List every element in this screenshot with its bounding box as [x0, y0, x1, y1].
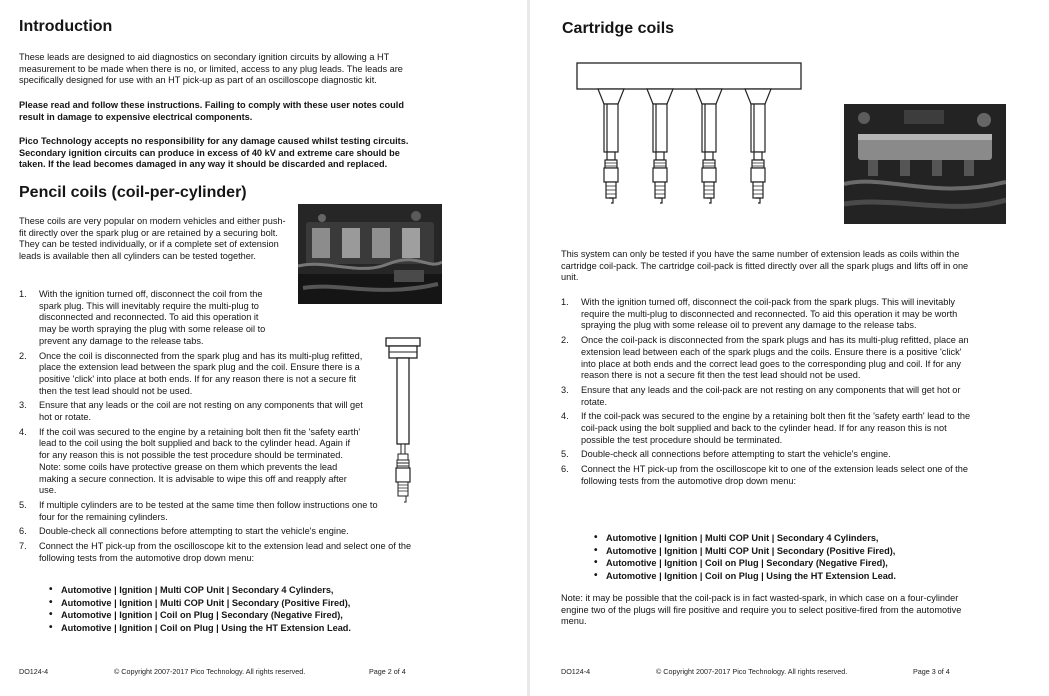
cartridge-coil-steps: [561, 297, 971, 491]
cartridge-coils-heading: Cartridge coils: [562, 20, 675, 37]
footer-page-number: Page 3 of 4: [913, 667, 950, 676]
list-item: 1. With the ignition turned off, disconnect the coil from the spark plug. This will inevitably require the multi-plug to disconnected and reconnected. To aid this operation it may be worth spraying the plug with some release oil to prevent any damage to the release tabs.: [19, 289, 266, 346]
warning-paragraph: Please read and follow these instructions. Failing to comply with these user notes could result in damage to expensive electrical components.: [19, 100, 404, 122]
list-item: 4. If the coil was secured to the engine by a retaining bolt then fit the 'safety earth' lead to the coil using the bolt supplied and back to the cylinder head. Again if for any reason this is not possible the test procedure should be terminated. Note: some coils have protective grease on them which prevents the lead making a secure connection. It is advisable to wipe this off and reapply after use.: [19, 426, 361, 496]
list-item: 7. Connect the HT pick-up from the oscilloscope kit to the extension lead and select one of the following tests from the automotive drop down menu:: [19, 541, 412, 563]
menu-path-item: • Automotive | Ignition | Coil on Plug | Secondary (Negative Fired),: [47, 609, 427, 622]
introduction-heading: Introduction: [19, 18, 113, 35]
page-3: [530, 0, 1049, 696]
menu-path-item: • Automotive | Ignition | Multi COP Unit | Secondary (Positive Fired),: [47, 597, 427, 610]
list-item: 3. Ensure that any leads or the coil are not resting on any components that will get hot or rotate.: [19, 400, 363, 423]
menu-path-item: • Automotive | Ignition | Coil on Plug | Using the HT Extension Lead.: [592, 570, 972, 583]
menu-path-item: • Automotive | Ignition | Coil on Plug | Secondary (Negative Fired),: [592, 557, 972, 570]
footer-doc-code: DO124-4: [561, 667, 591, 676]
cartridge-intro: This system can only be tested if you have the same number of extension leads as coils within the cartridge coil-pack. The cartridge coil-pack is fitted directly over all the spark plugs and lifts off in one unit.: [561, 249, 969, 283]
list-item: 6. Double-check all connections before attempting to start the vehicle's engine.: [19, 526, 349, 537]
pencil-coils-heading: Pencil coils (coil-per-cylinder): [19, 184, 247, 201]
disclaimer-paragraph: Pico Technology accepts no responsibility for any damage caused whilst testing circuits. Secondary ignition circuits can produce in excess of 40 kV and extreme care should be taken. If the lead becomes damaged in any way it should be discarded and replaced.: [19, 136, 409, 170]
footer-copyright: © Copyright 2007-2017 Pico Technology. All rights reserved.: [114, 667, 306, 676]
menu-path-item: • Automotive | Ignition | Multi COP Unit | Secondary (Positive Fired),: [592, 545, 972, 558]
list-item: 3. Ensure that any leads and the coil-pack are not resting on any components that will get hot or rotate.: [561, 384, 961, 407]
list-item: 6. Connect the HT pick-up from the oscilloscope kit to one of the extension leads select one of the following tests from the automotive drop down menu:: [561, 464, 968, 486]
list-item: 5. Double-check all connections before attempting to start the vehicle's engine.: [561, 449, 891, 460]
list-item: 4. If the coil-pack was secured to the engine by a retaining bolt then fit the 'safety earth' lead to the coil-pack using the bolt supplied and back to the cylinder head. If for any reason this is not possible the test procedure should be terminated.: [561, 411, 971, 445]
cartridge-coil-engine-photo: [844, 104, 1006, 224]
pencil-coils-intro: These coils are very popular on modern vehicles and either push-fit directly over the spark plug or are retained by a securing bolt. They can be tested individually, or if a complete set of extension leads is available then all cylinders can be tested together.: [19, 216, 286, 262]
menu-path-item: • Automotive | Ignition | Multi COP Unit | Secondary 4 Cylinders,: [592, 532, 972, 545]
list-item: 5. If multiple cylinders are to be tested at the same time then follow instructions one to four for the remaining cylinders.: [19, 499, 378, 522]
wasted-spark-note: Note: it may be possible that the coil-pack is in fact wasted-spark, in which case on a four-cylinder engine two of the plugs will fire positive and require you to select positive-fired from the automotive menu.: [561, 593, 962, 627]
menu-path-item: • Automotive | Ignition | Multi COP Unit | Secondary 4 Cylinders,: [47, 584, 427, 597]
list-item: 1. With the ignition turned off, disconnect the coil-pack from the spark plugs. This will inevitably require the multi-plug to disconnected and reconnected. To aid this operation it may be worth spraying the plug with some release oil to prevent any damage to the release tabs.: [561, 297, 958, 331]
menu-path-item: • Automotive | Ignition | Coil on Plug | Using the HT Extension Lead.: [47, 622, 427, 635]
footer-copyright: © Copyright 2007-2017 Pico Technology. All rights reserved.: [656, 667, 848, 676]
footer-doc-code: DO124-4: [19, 667, 49, 676]
intro-paragraph: These leads are designed to aid diagnostics on secondary ignition circuits by allowing a HT measurement to be made when there is no, or limited, access to any plug leads. The leads are specifically designed for use with an HT pick-up as part of an oscilloscope diagnostic kit.: [19, 52, 403, 86]
list-item: 2. Once the coil is disconnected from the spark plug and has its multi-plug refitted, place the extension lead between the spark plug and the coil. Ensure there is a positive 'click' into place at both ends. If for any reason there is not a secure fit then the test lead should not be used.: [19, 350, 363, 396]
pencil-menu-list: [47, 584, 427, 634]
pencil-coil-steps: [19, 289, 427, 567]
list-item: 2. Once the coil-pack is disconnected from the spark plugs and has its multi-plug refitted, place an extension lead between each of the spark plugs and the coils. Ensure there is a positive 'click' into place at both ends and the correct lead goes to the corresponding plug and coil. If for any reason there is not a secure fit then the test lead should not be used.: [561, 335, 969, 381]
footer-page-number: Page 2 of 4: [369, 667, 406, 676]
cartridge-menu-list: [592, 532, 972, 582]
cartridge-coil-diagram: [576, 62, 802, 222]
